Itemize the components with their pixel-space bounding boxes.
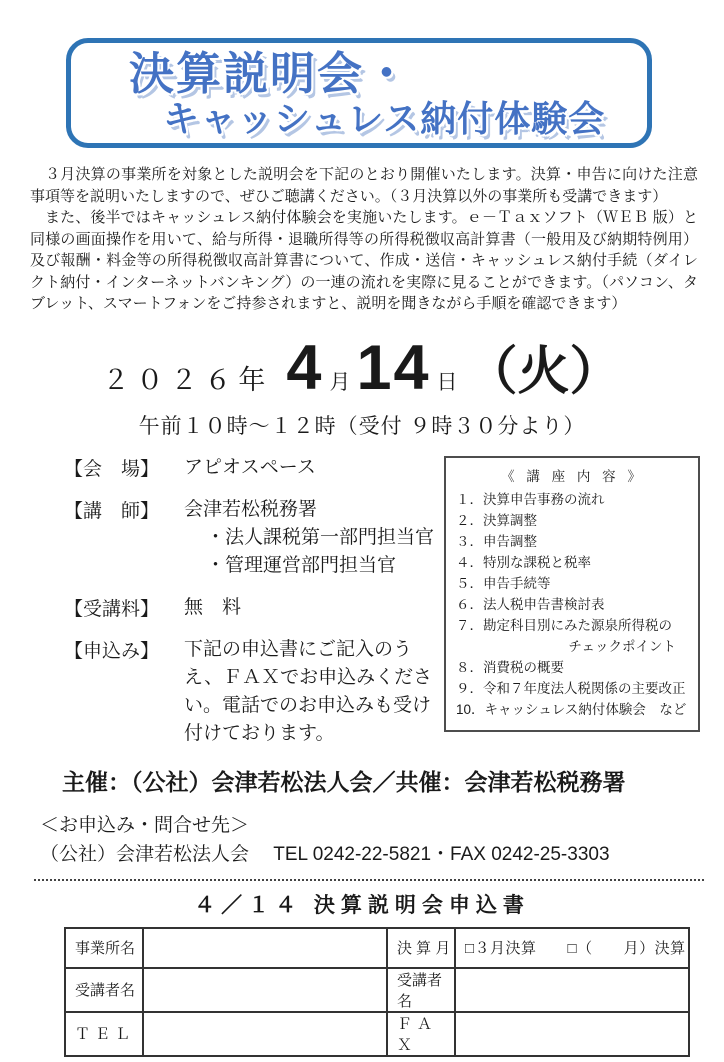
fiscal-month-checkboxes: □３月決算 □（ 月）決算: [455, 928, 689, 968]
course-item-7-cont: チェックポイント: [568, 638, 676, 654]
course-item-5: ５．申告手続等: [456, 575, 551, 591]
lecturer-value: [184, 496, 434, 580]
contact-heading: ＜お申込み・問合せ先＞: [40, 814, 250, 836]
table-row: [65, 928, 689, 968]
event-weekday: （火）: [465, 342, 622, 401]
business-name-label: 事業所名: [65, 928, 143, 968]
contact-block: [40, 811, 724, 869]
event-day-number: 14: [356, 332, 431, 403]
intro-text: [30, 164, 698, 315]
tel-label: ＴＥＬ: [65, 1012, 143, 1056]
application-label: 【申込み】: [64, 640, 160, 662]
event-time: 午前１０時～１２時（受付 ９時３０分より）: [138, 414, 586, 438]
event-month-unit: 月: [329, 370, 351, 394]
organizer-line: 主催：（公社）会津若松法人会／共催：会津若松税務署: [62, 768, 626, 795]
application-row: [64, 636, 444, 748]
course-item-9: ９．令和７年度法人税関係の主要改正: [456, 680, 686, 696]
fee-value: 無 料: [184, 596, 242, 618]
application-value: 下記の申込書にご記入のうえ、ＦＡＸでお申込みください。電話でのお申込みも受け付けております。: [184, 638, 433, 744]
course-item-3: ３．申告調整: [456, 533, 537, 549]
dotted-separator: [34, 879, 704, 881]
course-item-4: ４．特別な課税と税率: [456, 554, 591, 570]
fiscal-month-label: 決 算 月: [387, 928, 455, 968]
intro-paragraph-1: ３月決算の事業所を対象とした説明会を下記のとおり開催いたします。決算・申告に向けた注意事項等を説明いたしますので、ぜひご聴講ください。（３月決算以外の事業所も受講できます）: [30, 166, 698, 205]
venue-value: アピオスペース: [184, 456, 316, 478]
event-year: ２０２６年: [102, 364, 273, 395]
fee-label: 【受講料】: [64, 598, 160, 620]
fee-row: [64, 594, 444, 622]
course-contents-heading: 《 講 座 内 容 》: [501, 468, 645, 484]
lecturer-label: 【講 師】: [64, 500, 160, 522]
flyer-page: [0, 38, 724, 1062]
course-item-2: ２．決算調整: [456, 512, 537, 528]
application-form-table: [64, 927, 690, 1057]
page-title-line2: キャッシュレス納付体験会: [163, 98, 606, 139]
application-form-title: ４／１４ 決算説明会申込書: [194, 893, 530, 917]
course-contents-box: [444, 456, 700, 732]
event-day-unit: 日: [436, 370, 458, 394]
table-row: [65, 968, 689, 1012]
attendee-name-label-1: 受講者名: [65, 968, 143, 1012]
details-section: [64, 454, 700, 762]
tel-field: [143, 1012, 387, 1056]
event-month-number: 4: [286, 332, 324, 403]
course-item-10: 10．キャッシュレス納付体験会 など: [456, 701, 687, 717]
course-item-8: ８．消費税の概要: [456, 659, 564, 675]
course-item-1: １．決算申告事務の流れ: [456, 491, 605, 507]
attendee-name-field-1: [143, 968, 387, 1012]
business-name-field: [143, 928, 387, 968]
lecturer-row: [64, 496, 444, 580]
course-item-7: ７．勘定科目別にみた源泉所得税の: [456, 617, 672, 633]
venue-row: [64, 454, 444, 482]
course-item-6: ６．法人税申告書検討表: [456, 596, 605, 612]
lecturer-sub-1: ・法人課税第一部門担当官: [206, 526, 435, 548]
lecturer-org: 会津若松税務署: [184, 498, 318, 520]
details-list: [64, 454, 444, 762]
event-date: [0, 329, 724, 404]
contact-phone-line: （公社）会津若松法人会 TEL 0242-22-5821・FAX 0242-25-3303: [40, 843, 610, 865]
title-banner: [66, 38, 652, 148]
attendee-name-field-2: [455, 968, 689, 1012]
fax-field: [455, 1012, 689, 1056]
lecturer-sub-2: ・管理運営部門担当官: [206, 554, 397, 576]
venue-label: 【会 場】: [64, 458, 160, 480]
intro-paragraph-2: また、後半ではキャッシュレス納付体験会を実施いたします。ｅ－Ｔａｘソフト（ＷＥＢ 版）と同様の画面操作を用いて、給与所得・退職所得等の所得税徴収高計算書（一般用及び納期特例用）及び報酬・料金等の所得税徴収高計算書について、作成・送信・キャッシュレス納付手続（ダイレクト納付・インターネットバンキング）の一連の流れを実際に見ることができます。（パソコン、タブレット、スマートフォンをご持参されますと、説明を聞きながら手順を確認できます）: [30, 209, 698, 312]
table-row: [65, 1012, 689, 1056]
page-title-line1: 決算説明会・: [129, 48, 412, 99]
fax-label: ＦＡＸ: [387, 1012, 455, 1056]
attendee-name-label-2: 受講者名: [387, 968, 455, 1012]
